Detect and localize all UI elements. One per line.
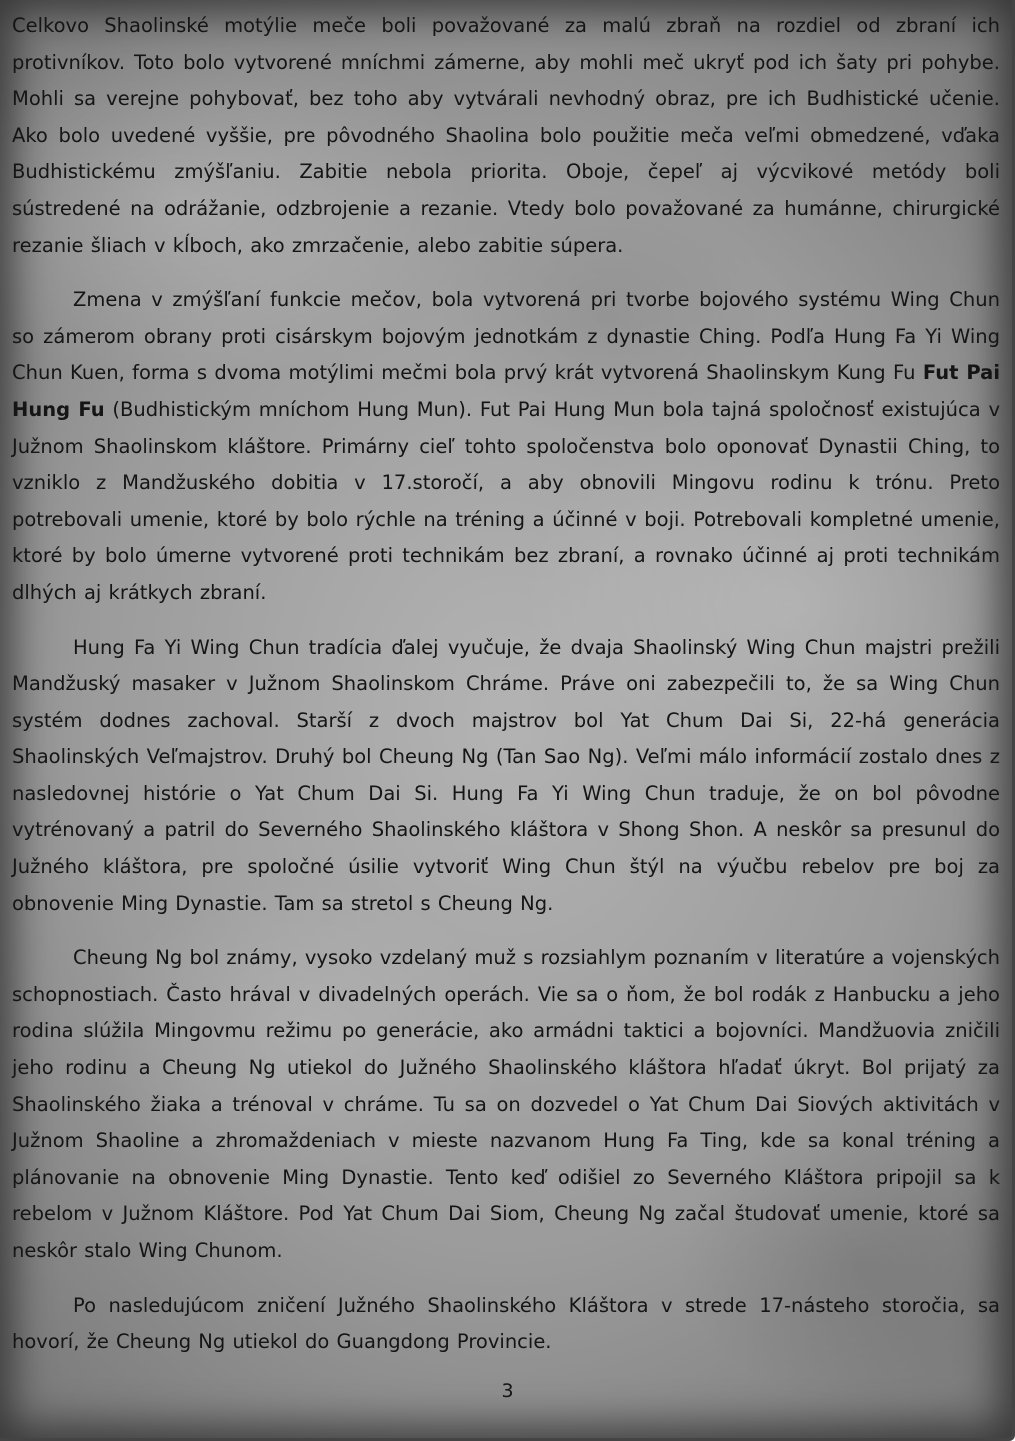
paragraph-2-bold-term: Fut Pai Hung Fu — [12, 361, 1000, 421]
paragraph-2-text-b: (Budhistickým mníchom Hung Mun). Fut Pai Hung Mun bola tajná spoločnosť existujúca v Južnom Shaolinskom kláštore. Primárny cieľ tohto spoločenstva bolo oponovať Dynastii Ching, to vzniklo z Mandžuského dobitia v 17.storočí, a aby obnovili Mingovu rodinu k trónu. Preto potrebovali umenie, ktoré by bolo rýchle na tréning a účinné v boji. Potrebovali kompletné umenie, ktoré by bolo úmerne vytvorené proti technikám bez zbraní, a rovnako účinné aj proti technikám dlhých aj krátkych zbraní. — [12, 397, 1000, 604]
paragraph-2 — [12, 282, 1000, 611]
paragraph-3 — [12, 630, 1000, 923]
paragraph-1 — [12, 8, 1000, 264]
paragraph-4-text: Cheung Ng bol známy, vysoko vzdelaný muž s rozsiahlym poznaním v literatúre a vojenských schopnostiach. Často hrával v divadelných operách. Vie sa o ňom, že bol rodák z Hanbucku a jeho rodina slúžila Mingovmu režimu po generácie, ako armádni taktici a bojovníci. Mandžuovia zničili jeho rodinu a Cheung Ng utiekol do Južného Shaolinského kláštora hľadať úkryt. Bol prijatý za Shaolinského žiaka a trénoval v chráme. Tu sa on dozvedel o Yat Chum Dai Siových aktivitách v Južnom Shaoline a zhromaždeniach v mieste nazvanom Hung Fa Ting, kde sa konal tréning a plánovanie na obnovenie Ming Dynastie. Tento keď odišiel zo Severného Kláštora pripojil sa k rebelom v Južnom Kláštore. Pod Yat Chum Dai Siom, Cheung Ng začal študovať umenie, ktoré sa neskôr stalo Wing Chunom. — [12, 946, 1000, 1262]
paragraph-5 — [12, 1288, 1000, 1361]
paragraph-5-text: Po nasledujúcom zničení Južného Shaolinského Kláštora v strede 17-násteho storočia, sa hovorí, že Cheung Ng utiekol do Guangdong Provincie. — [12, 1293, 1000, 1354]
paragraph-1-text: Celkovo Shaolinské motýlie meče boli považované za malú zbraň na rozdiel od zbraní ich protivníkov. Toto bolo vytvorené mníchmi zámerne, aby mohli meč ukryť pod ich šaty pri pohybe. Mohli sa verejne pohybovať, bez toho aby vytvárali nevhodný obraz, pre ich Budhistické učenie. Ako bolo uvedené vyššie, pre pôvodného Shaolina bolo použitie meča veľmi obmedzené, vďaka Budhistickému zmýšľaniu. Zabitie nebola priorita. Oboje, čepeľ aj výcvikové metódy boli sústredené na odrážanie, odzbrojenie a rezanie. Vtedy bolo považované za humánne, chirurgické rezanie šliach v kĺboch, ako zmrzačenie, alebo zabitie súpera. — [12, 14, 1000, 257]
paragraph-2-text-a: Zmena v zmýšľaní funkcie mečov, bola vytvorená pri tvorbe bojového systému Wing Chun so zámerom obrany proti cisárskym bojovým jednotkám z dynastie Ching. Podľa Hung Fa Yi Wing Chun Kuen, forma s dvoma motýlimi mečmi bola prvý krát vytvorená Shaolinskym Kung Fu — [12, 288, 1000, 385]
page-number: 3 — [501, 1380, 514, 1402]
paragraph-4 — [12, 940, 1000, 1269]
body-text — [12, 8, 1000, 1379]
paragraph-3-text: Hung Fa Yi Wing Chun tradícia ďalej vyučuje, že dvaja Shaolinský Wing Chun majstri prežili Mandžuský masaker v Južnom Shaolinskom Chráme. Práve oni zabezpečili to, že sa Wing Chun systém dodnes zachoval. Starší z dvoch majstrov bol Yat Chum Dai Si, 22-há generácia Shaolinských Veľmajstrov. Druhý bol Cheung Ng (Tan Sao Ng). Veľmi málo informácií zostalo dnes z nasledovnej histórie o Yat Chum Dai Si. Hung Fa Yi Wing Chun traduje, že on bol pôvodne vytrénovaný a patril do Severného Shaolinského kláštora v Shong Shon. A neskôr sa presunul do Južného kláštora, pre spoločné úsilie vytvoriť Wing Chun štýl na výučbu rebelov pre boj za obnovenie Ming Dynastie. Tam sa stretol s Cheung Ng. — [12, 635, 1000, 915]
